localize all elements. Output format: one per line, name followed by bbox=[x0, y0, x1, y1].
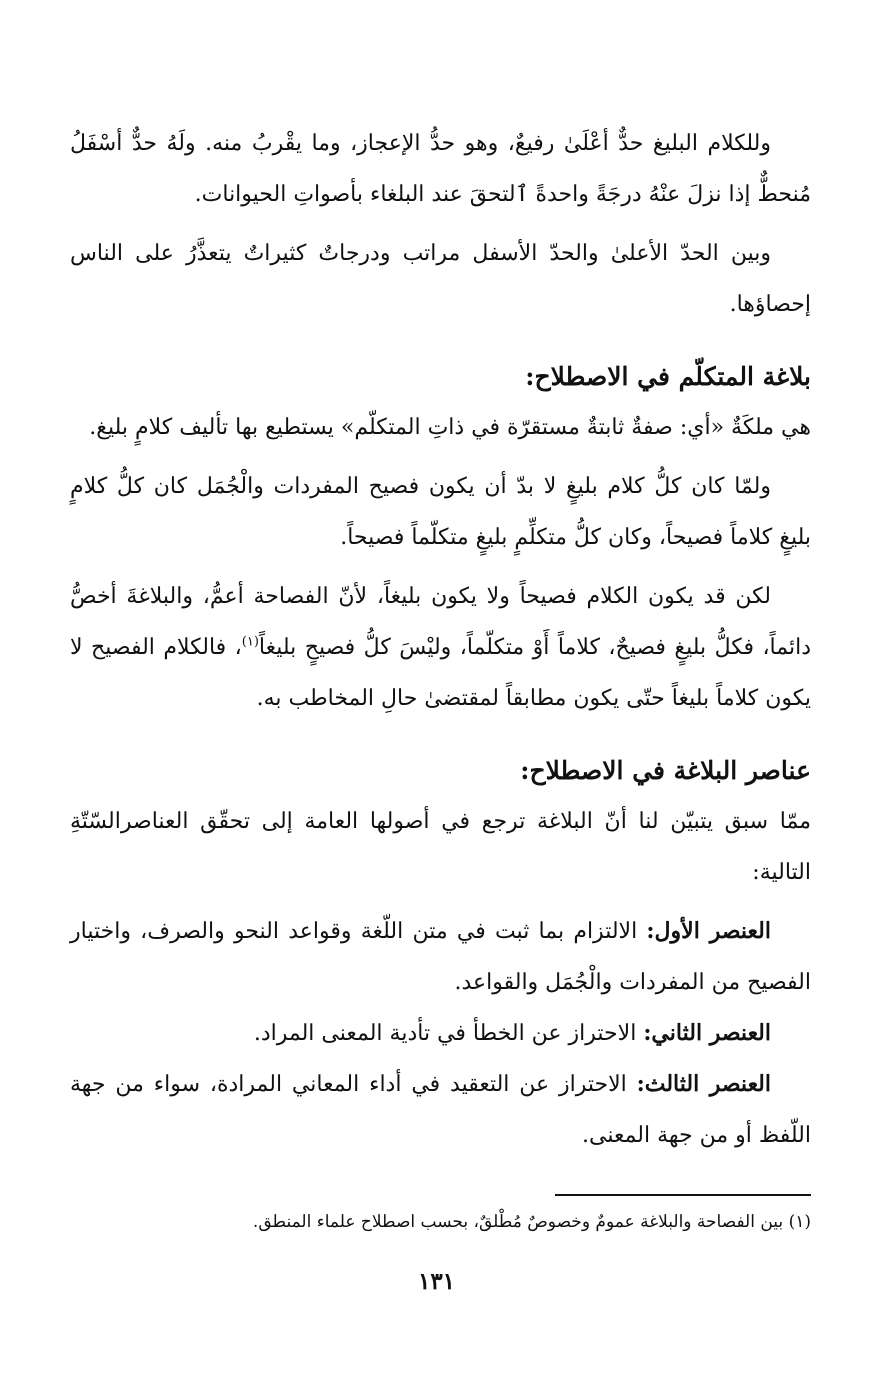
section-heading-eloquence-elements: عناصر البلاغة في الاصطلاح: bbox=[520, 756, 811, 785]
footnote-divider bbox=[555, 1194, 811, 1196]
element-text: الاحتراز عن الخطأ في تأدية المعنى المراد. bbox=[253, 1021, 644, 1046]
paragraph-intro-2: وبين الحدّ الأعلىٰ والحدّ الأسفل مراتب ودرجاتٌ كثيراتٌ يتعذَّرُ على الناس إحصاؤها. bbox=[70, 241, 811, 317]
element-label: العنصر الثاني: bbox=[643, 1020, 771, 1046]
footnote bbox=[70, 1208, 811, 1236]
paragraph-intro-1: وللكلام البليغ حدٌّ أعْلَىٰ رفيعٌ، وهو حدُّ الإعجاز، وما يقْربُ منه. ولَهُ حدٌّ أسْفَلُ مُنحطٌّ إذا نزلَ عنْهُ درجَةً واحدةً ٱلتحقَ عند البلغاء بأصواتِ الحيوانات. bbox=[70, 131, 811, 207]
element-item-2 bbox=[70, 1008, 811, 1059]
element-label: العنصر الأول: bbox=[646, 918, 771, 944]
element-text: الاحتراز عن التعقيد في أداء المعاني المرادة، سواء من جهة اللّفظ أو من جهة المعنى. bbox=[70, 1072, 811, 1148]
paragraph-distinction-text: لكن قد يكون الكلام فصيحاً ولا يكون بليغاً، لأنّ الفصاحة أعمُّ، والبلاغةَ أخصُّ دائماً، فكلُّ بليغٍ فصيحٌ، كلاماً أَوْ متكلّماً، وليْسَ كلُّ فصيحٍ بليغاً bbox=[70, 584, 811, 660]
section-heading-speaker-eloquence: بلاغة المتكلّم في الاصطلاح: bbox=[525, 362, 811, 391]
page-number: ١٣١ bbox=[417, 1268, 456, 1295]
element-text: الالتزام بما ثبت في متن اللّغة وقواعد النحو والصرف، واختيار الفصيح من المفردات والْجُمَل والقواعد. bbox=[70, 919, 811, 995]
page-body bbox=[70, 118, 811, 1161]
paragraph-relation: ولمّا كان كلُّ كلام بليغٍ لا بدّ أن يكون فصيح المفردات والْجُمَل كان كلُّ كلامٍ بليغٍ كلاماً فصيحاً، وكان كلُّ متكلِّمٍ بليغٍ متكلّماً فصيحاً. bbox=[70, 474, 811, 550]
element-item-1 bbox=[70, 906, 811, 1008]
element-item-3 bbox=[70, 1059, 811, 1161]
footnote-reference[interactable]: (١) bbox=[241, 634, 259, 650]
paragraph-elements-intro: ممّا سبق يتبيّن لنا أنّ البلاغة ترجع في أصولها العامة إلى تحقّق العناصرالسّتّةِ التالية: bbox=[70, 809, 811, 885]
footnote-text: بين الفصاحة والبلاغة عمومٌ وخصوصٌ مُطْلقٌ، بحسب اصطلاح علماء المنطق. bbox=[252, 1212, 789, 1232]
paragraph-distinction-tail: ، فالكلام الفصيح لا يكون كلاماً بليغاً حتّى يكون مطابقاً لمقتضىٰ حالِ المخاطب به. bbox=[70, 635, 811, 711]
element-label: العنصر الثالث: bbox=[636, 1071, 771, 1097]
paragraph-definition: هي ملكَةٌ «أي: صفةٌ ثابتةٌ مستقرّة في ذاتِ المتكلّم» يستطيع بها تأليف كلامٍ بليغ. bbox=[89, 415, 811, 440]
footnote-marker: (١) bbox=[788, 1212, 811, 1232]
paragraph-distinction bbox=[70, 571, 811, 724]
